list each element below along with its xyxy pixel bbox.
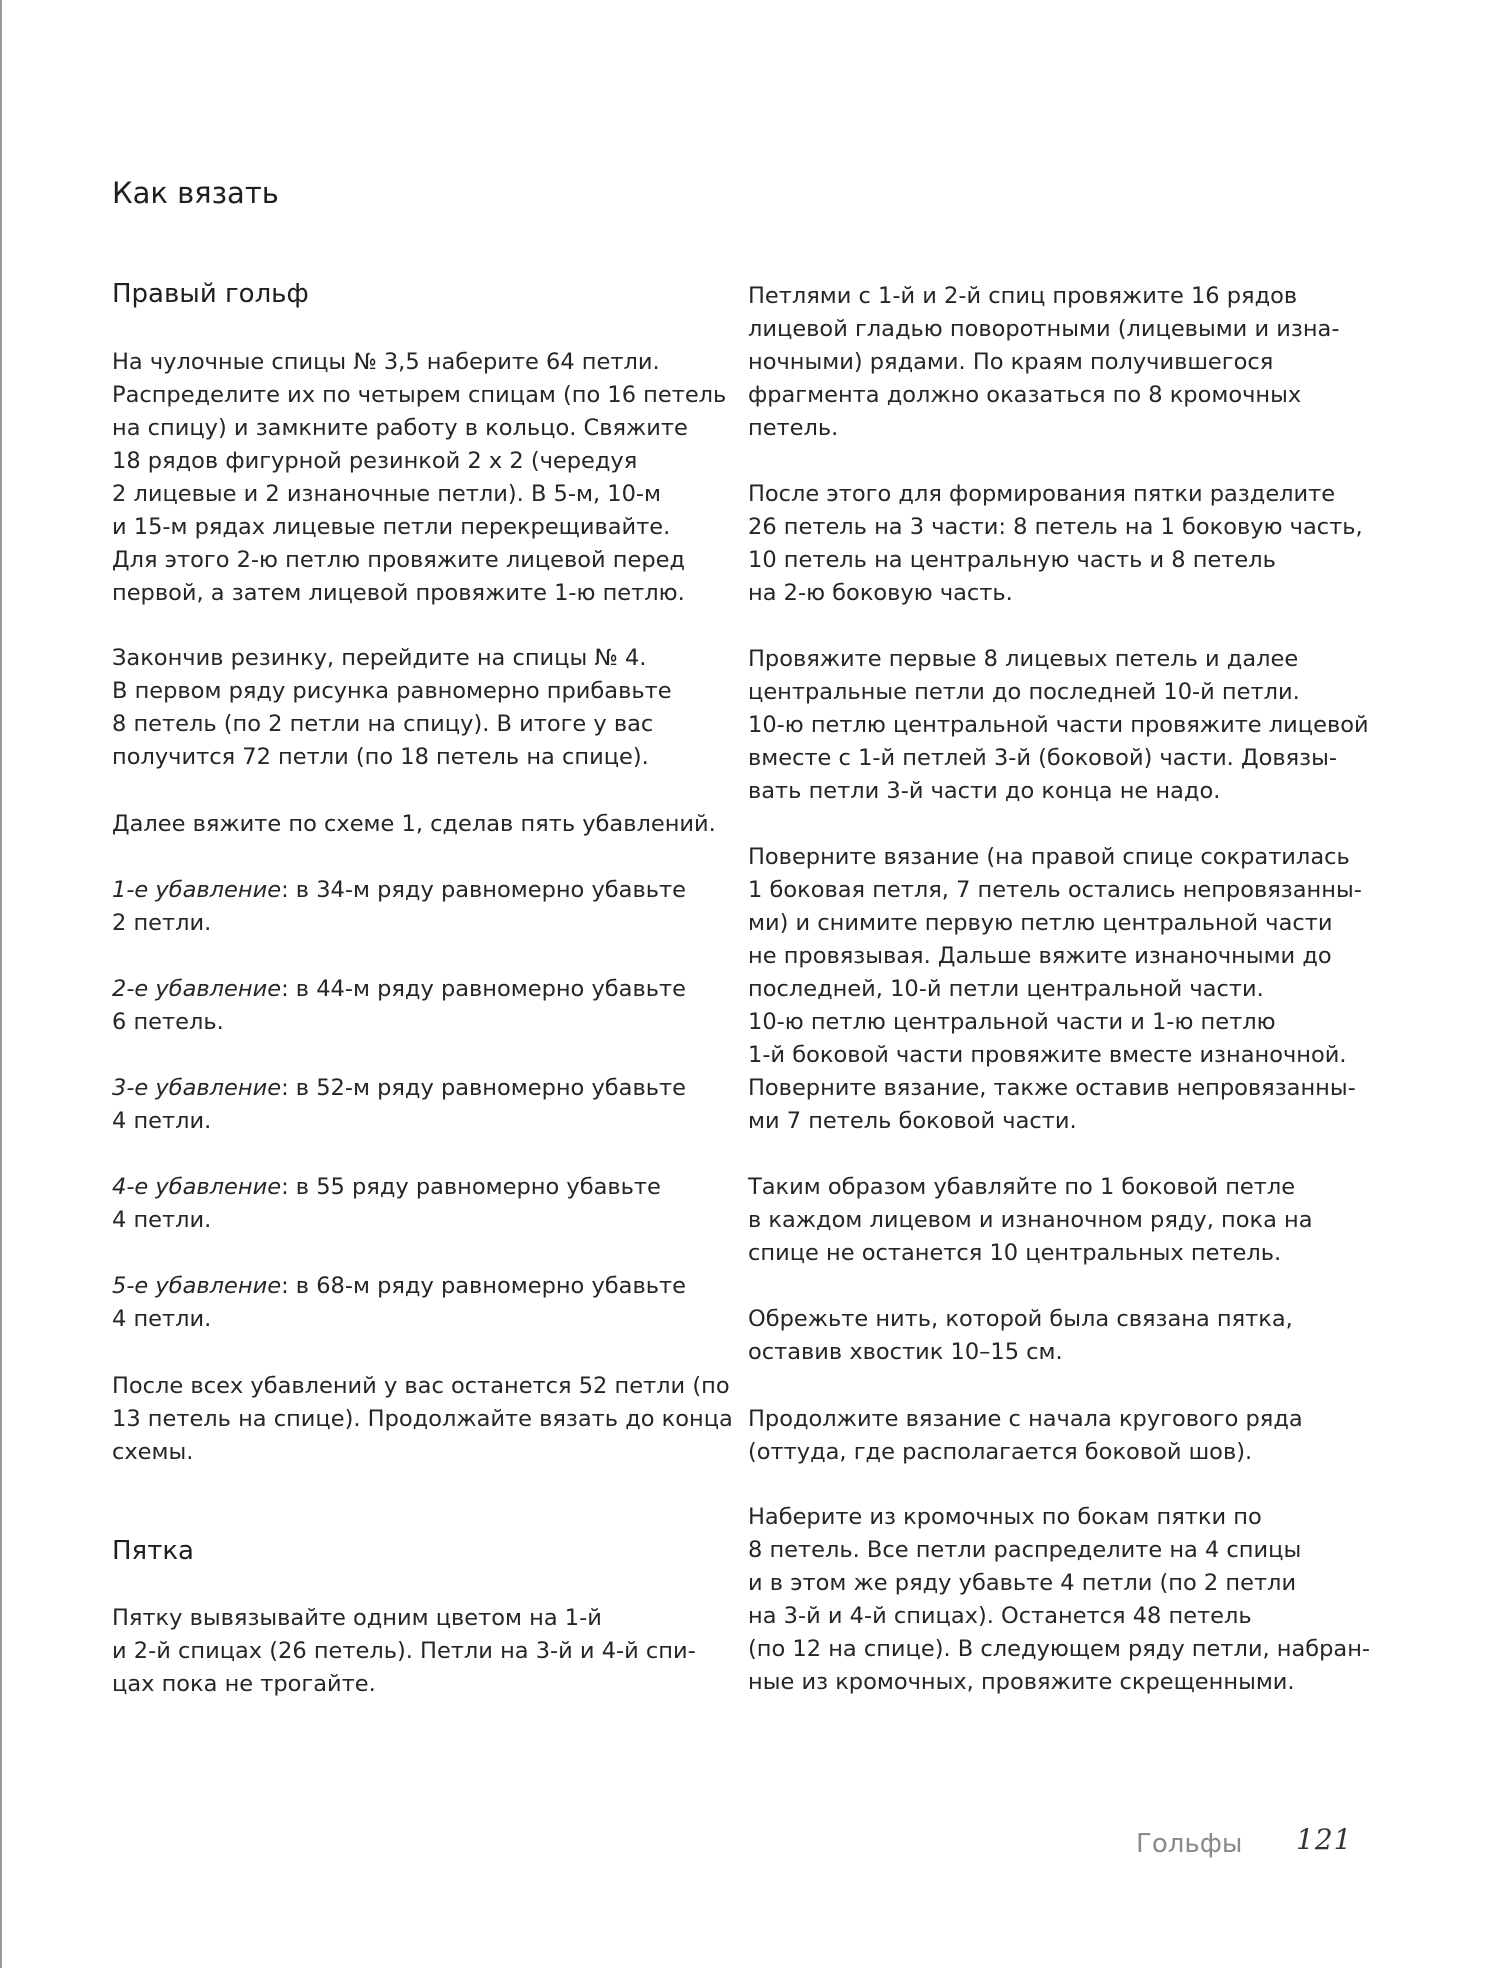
decrease-text: : в 52-м ряду равномерно убавьте bbox=[281, 1075, 686, 1101]
decrease-text: : в 44-м ряду равномерно убавьте bbox=[281, 976, 686, 1002]
text-line: вать петли 3-й части до конца не надо. bbox=[748, 778, 1221, 804]
right-paragraph-4 bbox=[748, 841, 1362, 1138]
text-line: не провязывая. Дальше вяжите изнаночными до bbox=[748, 943, 1332, 969]
text-line bbox=[112, 973, 686, 1006]
text-line: 4 петли. bbox=[112, 1306, 212, 1332]
text-line: 18 рядов фигурной резинкой 2 х 2 (чередуя bbox=[112, 448, 638, 474]
main-title: Как вязать bbox=[112, 176, 279, 210]
text-line: 2 лицевые и 2 изнаночные петли). В 5-м, 10-м bbox=[112, 481, 661, 507]
decrease-label: 3-е убавление bbox=[112, 1075, 282, 1101]
text-line: и в этом же ряду убавьте 4 петли (по 2 петли bbox=[748, 1570, 1297, 1596]
left-paragraph-3 bbox=[112, 808, 716, 841]
text-line: (оттуда, где располагается боковой шов). bbox=[748, 1439, 1253, 1465]
text-line: 8 петель. Все петли распределите на 4 спицы bbox=[748, 1537, 1302, 1563]
text-line bbox=[112, 1072, 686, 1105]
text-line: 8 петель (по 2 петли на спицу). В итоге у вас bbox=[112, 711, 654, 737]
decrease-3 bbox=[112, 1072, 686, 1138]
text-line: 6 петель. bbox=[112, 1009, 224, 1035]
text-line: на спицу) и замкните работу в кольцо. Свяжите bbox=[112, 415, 688, 441]
decrease-5 bbox=[112, 1270, 686, 1336]
heel-paragraph bbox=[112, 1602, 696, 1701]
text-line: ми 7 петель боковой части. bbox=[748, 1108, 1077, 1134]
left-paragraph-2 bbox=[112, 642, 672, 774]
decrease-text: : в 55 ряду равномерно убавьте bbox=[281, 1174, 661, 1200]
decrease-text: : в 68-м ряду равномерно убавьте bbox=[281, 1273, 686, 1299]
right-paragraph-8 bbox=[748, 1501, 1370, 1699]
text-line: Наберите из кромочных по бокам пятки по bbox=[748, 1504, 1262, 1530]
page-number: 121 bbox=[1296, 1823, 1353, 1856]
right-paragraph-1 bbox=[748, 280, 1339, 445]
text-line bbox=[112, 1171, 661, 1204]
left-paragraph-1 bbox=[112, 346, 726, 610]
text-line: ные из кромочных, провяжите скрещенными. bbox=[748, 1669, 1295, 1695]
text-line: на 3-й и 4-й спицах). Останется 48 петель bbox=[748, 1603, 1252, 1629]
text-line: Провяжите первые 8 лицевых петель и далее bbox=[748, 646, 1299, 672]
text-line: центральные петли до последней 10-й петли. bbox=[748, 679, 1300, 705]
text-line: После всех убавлений у вас останется 52 петли (по bbox=[112, 1373, 730, 1399]
text-line: цах пока не трогайте. bbox=[112, 1671, 376, 1697]
text-line: 10-ю петлю центральной части провяжите лицевой bbox=[748, 712, 1369, 738]
text-line: и 15-м рядах лицевые петли перекрещивайте. bbox=[112, 514, 671, 540]
right-paragraph-2 bbox=[748, 478, 1363, 610]
text-line: Обрежьте нить, которой была связана пятка, bbox=[748, 1306, 1293, 1332]
text-line: 10-ю петлю центральной части и 1-ю петлю bbox=[748, 1009, 1276, 1035]
text-line bbox=[112, 874, 686, 907]
left-paragraph-summary bbox=[112, 1370, 733, 1469]
text-line: получится 72 петли (по 18 петель на спице). bbox=[112, 744, 649, 770]
text-line: первой, а затем лицевой провяжите 1-ю петлю. bbox=[112, 580, 685, 606]
text-line: схемы. bbox=[112, 1439, 194, 1465]
text-line: 4 петли. bbox=[112, 1207, 212, 1233]
text-line: 1-й боковой части провяжите вместе изнаночной. bbox=[748, 1042, 1347, 1068]
text-line: лицевой гладью поворотными (лицевыми и изна- bbox=[748, 316, 1340, 342]
text-line: и 2-й спицах (26 петель). Петли на 3-й и 4-й спи- bbox=[112, 1638, 696, 1664]
text-line: 26 петель на 3 части: 8 петель на 1 боковую часть, bbox=[748, 514, 1363, 540]
decrease-label: 4-е убавление bbox=[112, 1174, 282, 1200]
right-paragraph-5 bbox=[748, 1171, 1313, 1270]
text-line bbox=[112, 1270, 686, 1303]
text-line: в каждом лицевом и изнаночном ряду, пока на bbox=[748, 1207, 1313, 1233]
text-line: ми) и снимите первую петлю центральной части bbox=[748, 910, 1333, 936]
text-line: фрагмента должно оказаться по 8 кромочных bbox=[748, 382, 1302, 408]
decrease-1 bbox=[112, 874, 686, 940]
right-paragraph-7 bbox=[748, 1403, 1303, 1469]
text-line: 2 петли. bbox=[112, 910, 212, 936]
text-line: Петлями с 1-й и 2-й спиц провяжите 16 рядов bbox=[748, 283, 1298, 309]
text-line: 4 петли. bbox=[112, 1108, 212, 1134]
text-line: ночными) рядами. По краям получившегося bbox=[748, 349, 1274, 375]
text-line: Таким образом убавляйте по 1 боковой петле bbox=[748, 1174, 1296, 1200]
right-paragraph-6 bbox=[748, 1303, 1293, 1369]
section-title: Правый гольф bbox=[112, 279, 309, 309]
text-line: 13 петель на спице). Продолжайте вязать до конца bbox=[112, 1406, 733, 1432]
text-line: вместе с 1-й петлей 3-й (боковой) части. Довязы- bbox=[748, 745, 1337, 771]
footer-section-title: Гольфы bbox=[1136, 1829, 1243, 1859]
page-edge-line bbox=[0, 0, 2, 1968]
text-line: Закончив резинку, перейдите на спицы № 4. bbox=[112, 645, 647, 671]
decrease-label: 1-е убавление bbox=[112, 877, 282, 903]
text-line: на 2-ю боковую часть. bbox=[748, 580, 1013, 606]
text-line: На чулочные спицы № 3,5 наберите 64 петли. bbox=[112, 349, 660, 375]
text-line: Поверните вязание, также оставив непровязанны- bbox=[748, 1075, 1356, 1101]
text-line: (по 12 на спице). В следующем ряду петли, набран- bbox=[748, 1636, 1371, 1662]
text-line: В первом ряду рисунка равномерно прибавьте bbox=[112, 678, 672, 704]
text-line: Поверните вязание (на правой спице сократилась bbox=[748, 844, 1350, 870]
text-line: оставив хвостик 10–15 см. bbox=[748, 1339, 1063, 1365]
right-paragraph-3 bbox=[748, 643, 1369, 808]
text-line: петель. bbox=[748, 415, 839, 441]
text-line: Продолжите вязание с начала кругового ряда bbox=[748, 1406, 1303, 1432]
decrease-label: 2-е убавление bbox=[112, 976, 282, 1002]
text-line: последней, 10-й петли центральной части. bbox=[748, 976, 1264, 1002]
decrease-4 bbox=[112, 1171, 661, 1237]
text-line: Пятку вывязывайте одним цветом на 1-й bbox=[112, 1605, 602, 1631]
decrease-text: : в 34-м ряду равномерно убавьте bbox=[281, 877, 686, 903]
decrease-label: 5-е убавление bbox=[112, 1273, 282, 1299]
text-line: Далее вяжите по схеме 1, сделав пять убавлений. bbox=[112, 811, 716, 837]
decrease-2 bbox=[112, 973, 686, 1039]
text-line: спице не останется 10 центральных петель. bbox=[748, 1240, 1282, 1266]
heel-title: Пятка bbox=[112, 1536, 194, 1566]
text-line: 1 боковая петля, 7 петель остались непровязанны- bbox=[748, 877, 1362, 903]
text-line: 10 петель на центральную часть и 8 петель bbox=[748, 547, 1276, 573]
text-line: Распределите их по четырем спицам (по 16 петель bbox=[112, 382, 727, 408]
text-line: После этого для формирования пятки разделите bbox=[748, 481, 1336, 507]
text-line: Для этого 2-ю петлю провяжите лицевой перед bbox=[112, 547, 686, 573]
